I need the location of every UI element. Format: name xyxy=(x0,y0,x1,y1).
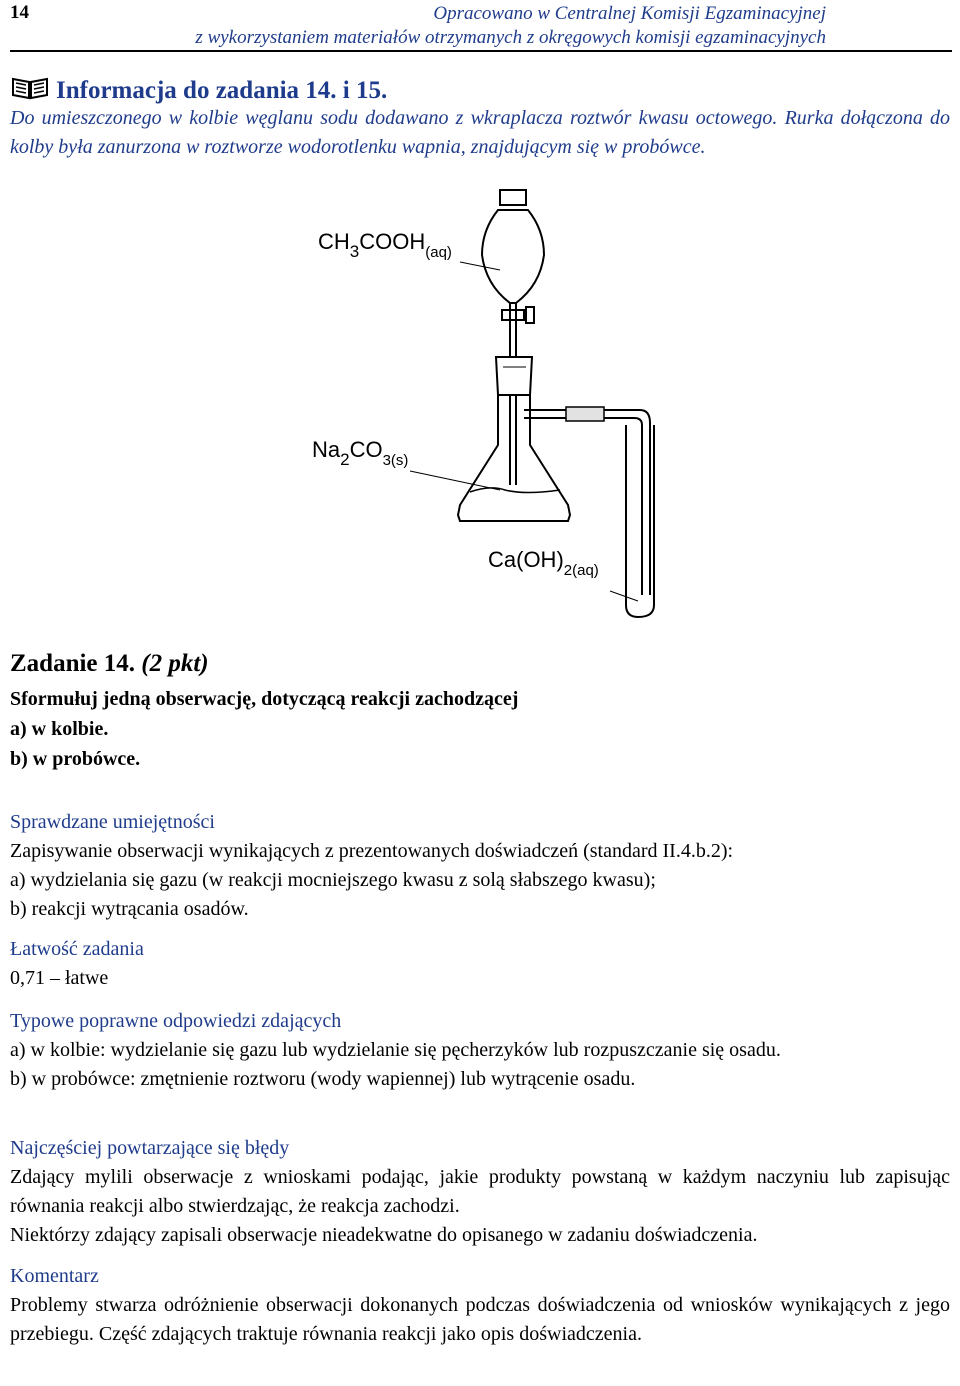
errors-section xyxy=(10,1134,950,1250)
answers-section xyxy=(10,1007,950,1094)
errors-paragraph-1: Zdający mylili obserwacje z wnioskami podając, jakie produkty powstaną w każdym naczyniu lub zapisując równania reakcji albo stwierdzając, że reakcja zachodzi. xyxy=(10,1166,950,1217)
skills-line: a) wydzielania się gazu (w reakcji mocniejszego kwasu z solą słabszego kwasu); xyxy=(10,869,656,891)
comment-heading: Komentarz xyxy=(10,1265,99,1287)
skills-heading: Sprawdzane umiejętności xyxy=(10,811,215,833)
header-source-line2: z wykorzystaniem materiałów otrzymanych z okręgowych komisji egzaminacyjnych xyxy=(195,27,826,48)
skills-line: b) reakcji wytrącania osadów. xyxy=(10,898,249,920)
comment-section xyxy=(10,1262,950,1349)
apparatus-diagram xyxy=(300,185,660,625)
skills-section xyxy=(10,808,950,924)
errors-paragraph-2: Niektórzy zdający zapisali obserwacje nieadekwatne do opisanego w zadaniu doświadczenia. xyxy=(10,1224,758,1246)
task-instructions xyxy=(10,684,950,774)
label-sodium-carbonate: $Na_2CO_{3(s)}$ xyxy=(312,437,409,469)
comment-text: Problemy stwarza odróżnienie obserwacji dokonanych podczas doświadczenia od wniosków wynikających z jego przebiegu. Część zdających traktuje równania reakcji jako opis doświadczenia. xyxy=(10,1294,950,1345)
header-source xyxy=(26,2,826,50)
dropping-funnel xyxy=(482,190,544,360)
errors-heading: Najczęściej powtarzające się błędy xyxy=(10,1137,290,1159)
difficulty-heading: Łatwość zadania xyxy=(10,938,144,960)
conical-flask xyxy=(458,395,570,521)
task-points: (2 pkt) xyxy=(141,650,209,677)
info-title-text: Informacja do zadania 14. i 15. xyxy=(56,76,388,104)
stopper xyxy=(496,357,532,395)
info-text: Do umieszczonego w kolbie węglanu sodu dodawano z wkraplacza roztwór kwasu octowego. Rurka dołączona do kolby była zanurzona w roztworze wodorotlenku wapnia, znajdującym się w probówce. xyxy=(10,107,950,158)
difficulty-section xyxy=(10,935,950,993)
task-line: b) w probówce. xyxy=(10,748,141,770)
label-calcium-hydroxide: $Ca(OH)_{2(aq)}$ xyxy=(488,547,599,579)
answer-a: a) w kolbie: wydzielanie się gazu lub wydzielanie się pęcherzyków lub rozpuszczanie się osadu. xyxy=(10,1039,781,1061)
answers-heading: Typowe poprawne odpowiedzi zdających xyxy=(10,1010,342,1032)
answer-b: b) w probówce: zmętnienie roztworu (wody wapiennej) lub wytrącenie osadu. xyxy=(10,1068,636,1090)
header-divider xyxy=(10,50,952,52)
page-number: 14 xyxy=(10,2,29,23)
info-title xyxy=(10,74,387,107)
header-source-line1: Opracowano w Centralnej Komisji Egzaminacyjnej xyxy=(433,3,826,24)
task-line: a) w kolbie. xyxy=(10,718,109,740)
task-line: Sformułuj jedną obserwację, dotyczącą reakcji zachodzącej xyxy=(10,688,519,710)
skills-line: Zapisywanie obserwacji wynikających z prezentowanych doświadczeń (standard II.4.b.2): xyxy=(10,840,734,862)
task-number: Zadanie 14. xyxy=(10,650,136,677)
label-acetic-acid: $CH_3COOH_{(aq)}$ xyxy=(318,229,452,261)
open-book-icon xyxy=(10,74,50,107)
difficulty-value: 0,71 – łatwe xyxy=(10,967,109,989)
task-title xyxy=(10,650,209,678)
rubber-connector xyxy=(566,407,604,421)
